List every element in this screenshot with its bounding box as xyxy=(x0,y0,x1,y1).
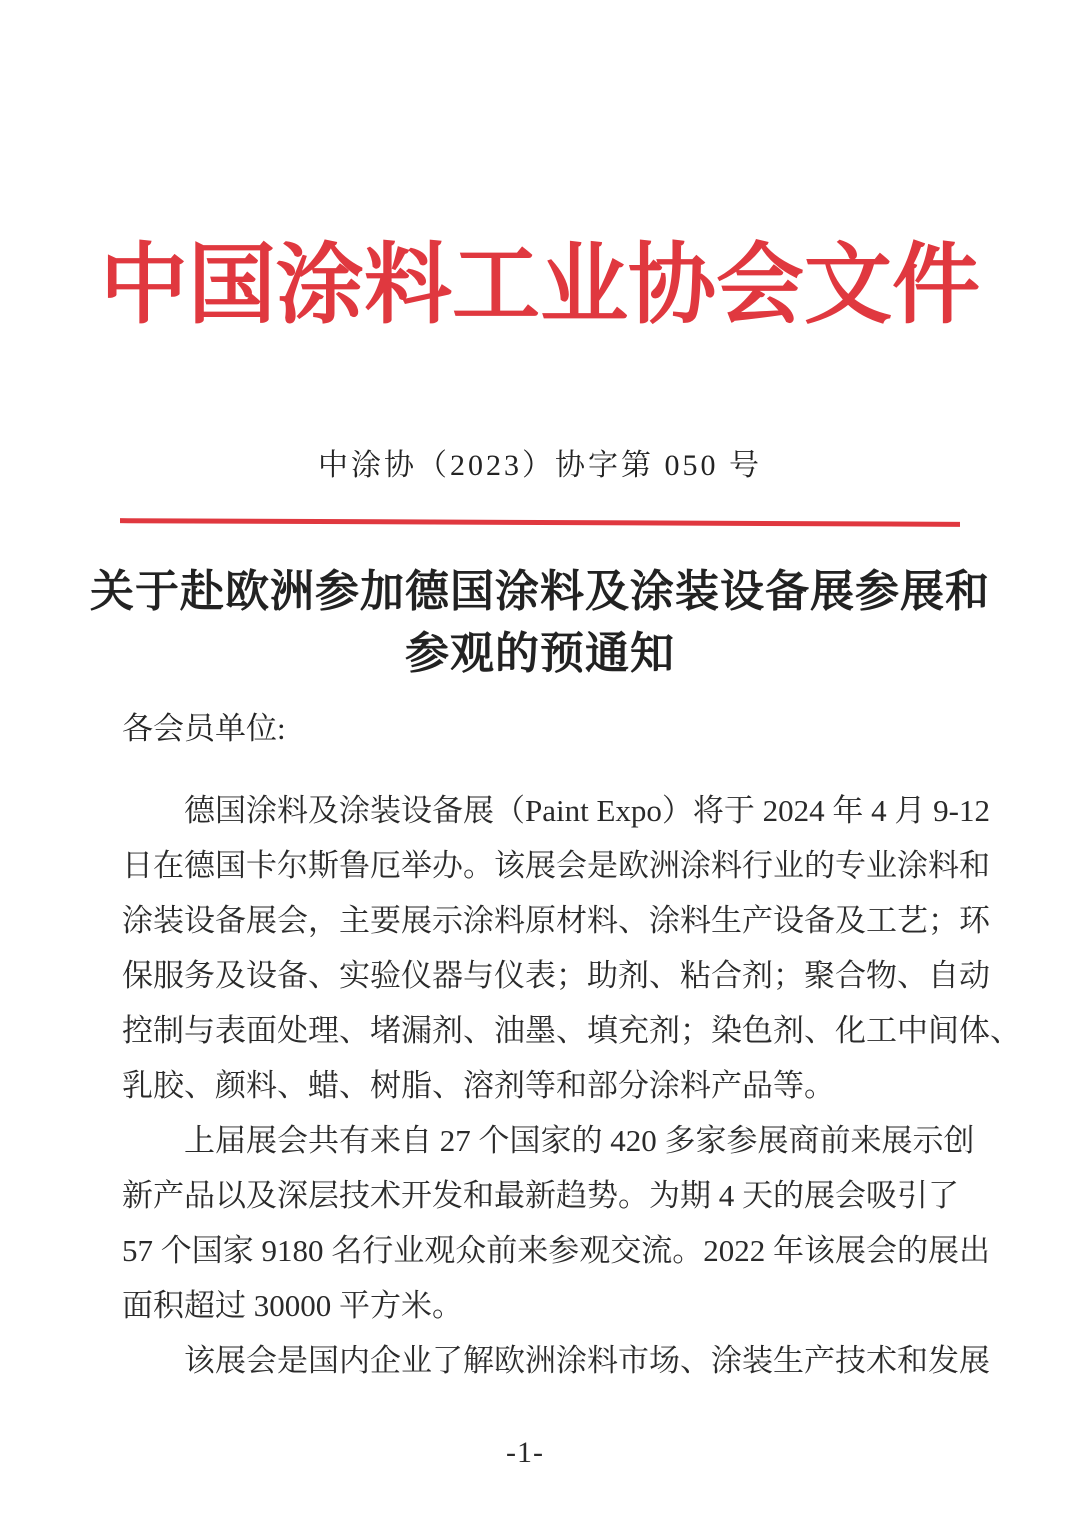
body-line: 上届展会共有来自 27 个国家的 420 多家参展商前来展示创 xyxy=(184,1123,975,1158)
body-line: 面积超过 30000 平方米。 xyxy=(122,1288,463,1323)
body-line: 德国涂料及涂装设备展（Paint Expo）将于 2024 年 4 月 9-12 xyxy=(184,793,990,828)
document-title xyxy=(90,561,990,685)
body-line: 涂装设备展会，主要展示涂料原材料、涂料生产设备及工艺；环 xyxy=(122,903,990,938)
body-line: 日在德国卡尔斯鲁厄举办。该展会是欧洲涂料行业的专业涂料和 xyxy=(122,848,990,883)
document-title-line2: 参观的预通知 xyxy=(405,629,675,678)
body-line: 控制与表面处理、堵漏剂、油墨、填充剂；染色剂、化工中间体、 xyxy=(122,1013,1021,1048)
body-line: 新产品以及深层技术开发和最新趋势。为期 4 天的展会吸引了 xyxy=(122,1178,959,1213)
org-title: 中国涂料工业协会文件 xyxy=(99,238,980,335)
body-line: 保服务及设备、实验仪器与仪表；助剂、粘合剂；聚合物、自动 xyxy=(122,958,990,993)
salutation: 各会员单位: xyxy=(122,711,286,746)
document-title-line1: 关于赴欧洲参加德国涂料及涂装设备展参展和 xyxy=(90,567,990,616)
document-body xyxy=(122,783,1021,1388)
page-number: -1- xyxy=(506,1436,544,1469)
body-line: 57 个国家 9180 名行业观众前来参观交流。2022 年该展会的展出 xyxy=(122,1233,990,1268)
doc-number: 中涂协（2023）协字第 050 号 xyxy=(318,449,762,482)
body-line: 该展会是国内企业了解欧洲涂料市场、涂装生产技术和发展 xyxy=(184,1343,990,1378)
body-line: 乳胶、颜料、蜡、树脂、溶剂等和部分涂料产品等。 xyxy=(122,1068,835,1103)
red-divider-line xyxy=(120,518,960,527)
